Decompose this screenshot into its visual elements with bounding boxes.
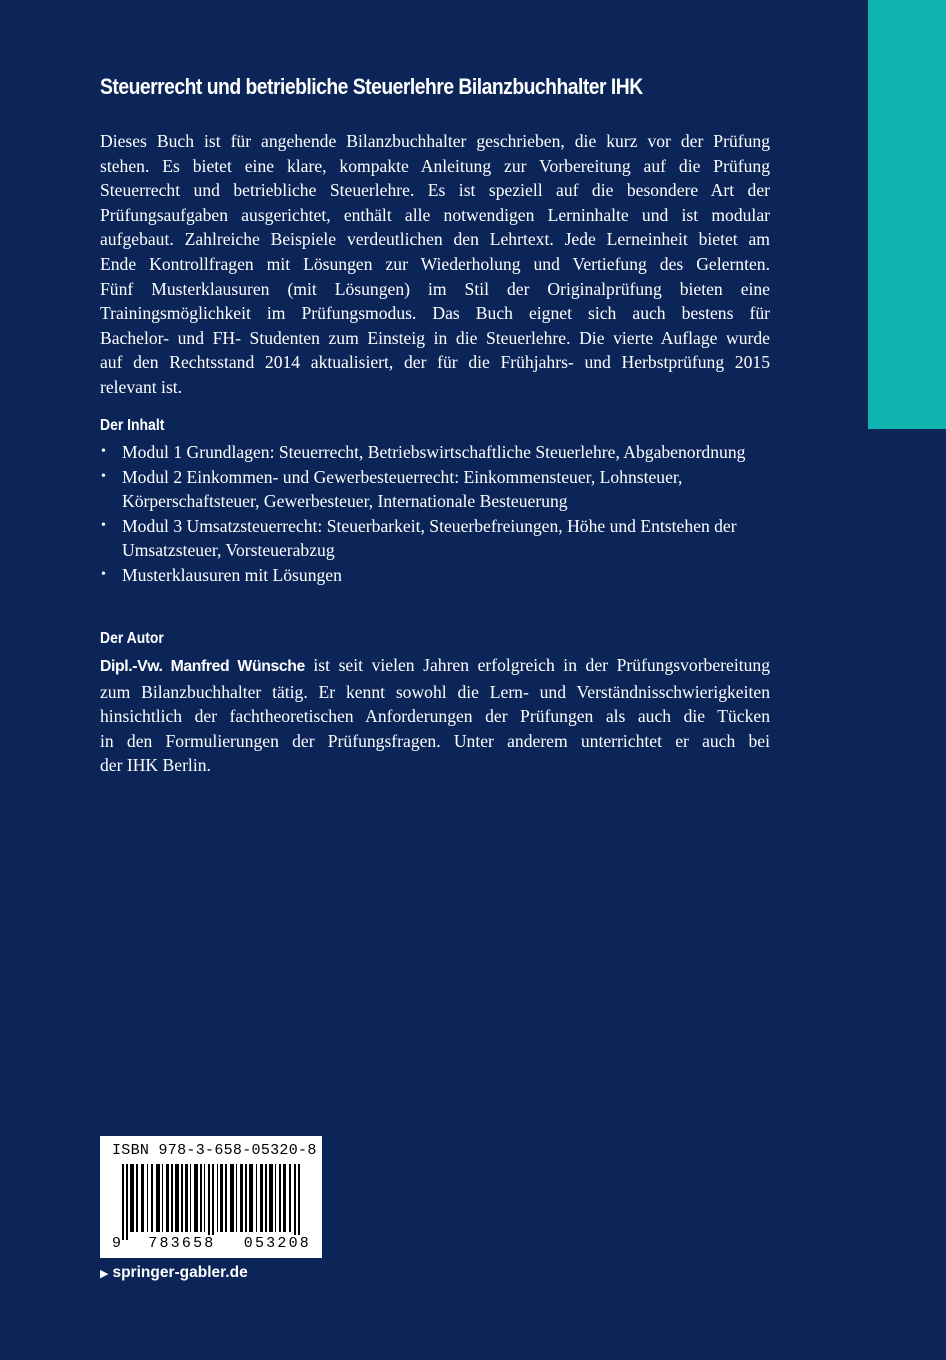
bullet-icon: • xyxy=(101,517,106,533)
list-item xyxy=(100,465,780,514)
isbn-label: ISBN 978-3-658-05320-8 xyxy=(112,1142,317,1159)
list-item-text: Modul 3 Umsatzsteuerrecht: Steuerbarkeit, Steuerbefreiungen, Höhe und Entstehen der Umsatzsteuer, Vorsteuerabzug xyxy=(122,515,737,561)
description-line: aufgebaut. Zahlreiche Beispiele verdeutlichen den Lehrtext. Jede Lerneinheit bietet am xyxy=(100,229,770,250)
list-item xyxy=(100,440,780,465)
bullet-icon: • xyxy=(101,468,106,484)
author-name: Dipl.-Vw. Manfred Wünsche xyxy=(100,658,305,675)
barcode-digit-first: 9 xyxy=(112,1235,122,1252)
description-line: auf den Rechtsstand 2014 aktualisiert, der für die Frühjahrs- und Herbstprüfung 2015 xyxy=(100,352,770,373)
author-bio xyxy=(100,653,770,778)
publisher-link[interactable] xyxy=(100,1264,248,1282)
arrow-right-icon: ▶ xyxy=(100,1267,109,1280)
description-line: Dieses Buch ist für angehende Bilanzbuchhalter geschrieben, die kurz vor der Prüfung xyxy=(100,131,770,151)
list-item xyxy=(100,563,780,588)
isbn-barcode-box xyxy=(100,1136,322,1258)
list-item-text: Musterklausuren mit Lösungen xyxy=(122,564,342,585)
barcode-digits-right: 053208 xyxy=(243,1235,311,1252)
description-line: Ende Kontrollfragen mit Lösungen zur Wiederholung und Vertiefung des Gelernten. xyxy=(100,253,770,274)
author-bio-line: der IHK Berlin. xyxy=(100,755,211,776)
barcode-digits xyxy=(112,1235,312,1252)
description-line: Trainingsmöglichkeit im Prüfungsmodus. Das Buch eignet sich auch bestens für xyxy=(100,303,770,324)
barcode-icon xyxy=(114,1164,310,1240)
author-bio-line: hinsichtlich der fachtheoretischen Anforderungen der Prüfungen als auch die Tücken xyxy=(100,706,770,727)
author-bio-line: zum Bilanzbuchhalter tätig. Er kennt sowohl die Lern- und Verständnisschwierigkeiten xyxy=(100,681,770,702)
book-description xyxy=(100,129,770,400)
contents-list xyxy=(100,440,780,588)
description-line: stehen. Es bietet eine klare, kompakte Anleitung zur Vorbereitung auf die Prüfung xyxy=(100,155,770,176)
author-bio-line: in den Formulierungen der Prüfungsfragen. Unter anderem unterrichtet er auch bei xyxy=(100,730,770,751)
bullet-icon: • xyxy=(101,566,106,582)
author-heading: Der Autor xyxy=(100,630,164,647)
description-line: Prüfungsaufgaben ausgerichtet, enthält alle notwendigen Lerninhalte und ist modular xyxy=(100,204,770,225)
description-line: relevant ist. xyxy=(100,376,183,397)
accent-color-block xyxy=(868,0,946,429)
list-item-text: Modul 2 Einkommen- und Gewerbesteuerrecht: Einkommensteuer, Lohnsteuer, Körperschaftsteuer, Gewerbesteuer, Internationale Besteuerung xyxy=(122,466,683,512)
list-item-text: Modul 1 Grundlagen: Steuerrecht, Betriebswirtschaftliche Steuerlehre, Abgabenordnung xyxy=(122,442,746,462)
bullet-icon: • xyxy=(101,444,106,459)
author-bio-line: Dipl.-Vw. Manfred Wünsche ist seit vielen Jahren erfolgreich in der Prüfungsvorbereitung xyxy=(100,655,770,675)
description-line: Fünf Musterklausuren (mit Lösungen) im Stil der Originalprüfung bieten eine xyxy=(100,278,770,299)
description-line: Bachelor- und FH- Studenten zum Einsteig in die Steuerlehre. Die vierte Auflage wurde xyxy=(100,327,770,348)
list-item xyxy=(100,514,780,563)
barcode-digits-left: 783658 xyxy=(148,1235,216,1252)
book-title: Steuerrecht und betriebliche Steuerlehre Bilanzbuchhalter IHK xyxy=(100,74,643,99)
contents-heading: Der Inhalt xyxy=(100,417,165,434)
description-line: Steuerrecht und betriebliche Steuerlehre. Es ist speziell auf die besondere Art der xyxy=(100,180,770,201)
publisher-url: springer-gabler.de xyxy=(112,1264,248,1281)
